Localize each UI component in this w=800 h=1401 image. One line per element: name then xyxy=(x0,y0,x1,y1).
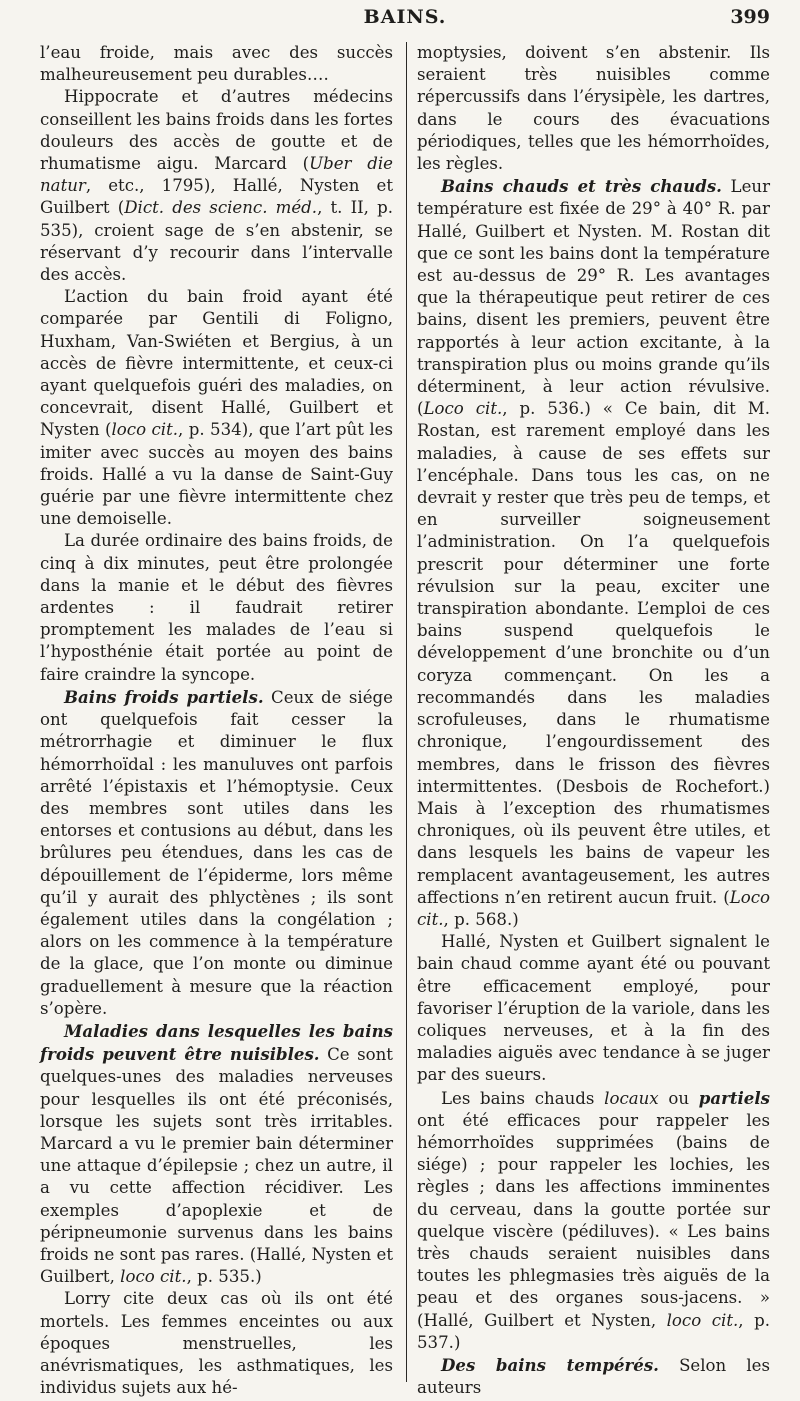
running-title: BAINS. xyxy=(363,6,447,28)
column-divider xyxy=(406,42,407,1382)
citation: Loco cit. xyxy=(417,887,770,929)
citation: loco cit. xyxy=(111,420,179,440)
paragraph: Bains chauds et très chauds. Leur température est fixée de 29° à 40° R. par Hallé, Guilbert et Nysten. M. Rostan dit que ce sont les bains dont la température est au-dessus de 29° R. Les avantages que la thérapeutique peut retirer de ces bains, disent les premiers, peuvent être rapportés à leur action excitante, à la transpiration plus ou moins grande qu’ils déterminent, à leur action révulsive. (Loco cit., p. 536.) « Ce bain, dit M. Rostan, est rarement employé dans les maladies, à cause de ses effets sur l’encéphale. Dans tous les cas, on ne devrait y rester que très peu de temps, et en surveiller soigneusement l’administration. On l’a quelquefois prescrit pour déterminer une forte révulsion sur la peau, exciter une transpiration abondante. L’emploi de ces bains suspend quelquefois le développement d’une bronchite ou d’un coryza commençant. On les a recommandés dans les maladies scrofuleuses, dans le rhumatisme chronique, l’engourdissement des membres, dans le frisson des fièvres intermittentes. (Desbois de Rochefort.) Mais à l’exception des rhumatismes chroniques, où ils peuvent être utiles, et dans lesquels les bains de vapeur les remplacent avantageusement, les autres affections n’en retirent aucun fruit. (Loco cit., p. 568.) xyxy=(417,176,771,929)
citation: loco cit. xyxy=(120,1267,187,1287)
paragraph: Hippocrate et d’autres médecins conseillent les bains froids dans les fortes douleurs des accès de goutte et de rhumatisme aigu. Marcard (Uber die natur, etc., 1795), Hallé, Nysten et Guilbert (Dict. des scienc. méd., t. II, p. 535), croient sage de s’en abstenir, se réservant d’y recourir dans l’intervalle des accès. xyxy=(40,87,393,285)
paragraph: Maladies dans lesquelles les bains froids peuvent être nuisibles. Ce sont quelques-unes des maladies nerveuses pour lesquelles ils ont été préconisés, lorsque les sujets sont très irritables. Marcard a vu le premier bain déterminer une attaque d’épilepsie ; chez un autre, il a vu cette affection récidiver. Les exemples d’apoplexie et de péripneumonie survenus dans les bains froids ne sont pas rares. (Hallé, Nysten et Guilbert, loco cit., p. 535.) xyxy=(40,1020,393,1287)
paragraph: moptysies, doivent s’en abstenir. Ils seraient très nuisibles comme répercussifs dans l’érysipèle, les dartres, dans le cours des évacuations périodiques, telles que les hémorrhoïdes, les règles. xyxy=(417,43,770,174)
section-heading: Maladies dans lesquelles les bains froids peuvent être nuisibles. xyxy=(40,1020,393,1065)
emphasis: locaux xyxy=(604,1088,659,1108)
page-number: 399 xyxy=(730,6,770,28)
emphasis: partiels xyxy=(698,1087,770,1108)
left-column xyxy=(40,42,393,1399)
paragraph: Hallé, Nysten et Guilbert signalent le bain chaud comme ayant été ou pouvant être efficacement employé, pour favoriser l’éruption de la variole, dans les coliques nerveuses, et à la fin des maladies aiguës avec tendance à se juger par des sueurs. xyxy=(417,932,770,1085)
paragraph: Les bains chauds locaux ou partiels ont été efficaces pour rappeler les hémorrhoïdes supprimées (bains de siége) ; pour rappeler les lochies, les règles ; dans les affections imminentes du cerveau, dans la goutte portée sur quelque viscère (pédiluves). « Les bains très chauds seraient nuisibles dans toutes les phlegmasies très aiguës de la peau et des organes sous-jacens. » (Hallé, Guilbert et Nysten, loco cit., p. 537.) xyxy=(417,1087,771,1352)
citation: Loco cit. xyxy=(423,399,503,419)
section-heading: Bains chauds et très chauds. xyxy=(441,176,722,197)
citation: loco cit. xyxy=(666,1310,739,1330)
paragraph: Des bains tempérés. Selon les auteurs xyxy=(417,1354,770,1398)
section-heading: Bains froids partiels. xyxy=(64,686,264,707)
section-heading: Des bains tempérés. xyxy=(441,1354,659,1375)
paragraph: Bains froids partiels. Ceux de siége ont quelquefois fait cesser la métrorrhagie et diminuer le flux hémorrhoïdal : les manuluves ont parfois arrêté l’épistaxis et l’hémoptysie. Ceux des membres sont utiles dans les entorses et contusions au début, dans les brûlures peu étendues, dans les cas de dépouillement de l’épiderme, lors même qu’il y aurait des phlyctènes ; ils sont également utiles dans la congélation ; alors on les commence à la température de la glace, que l’on monte ou diminue graduellement à mesure que la réaction s’opère. xyxy=(40,686,393,1018)
paragraph: Lorry cite deux cas où ils ont été mortels. Les femmes enceintes ou aux époques menstruelles, les anévrismatiques, les asthmatiques, les individus sujets aux hé- xyxy=(40,1289,393,1398)
paragraph: La durée ordinaire des bains froids, de cinq à dix minutes, peut être prolongée dans la manie et le début des fièvres ardentes : il faudrait retirer promptement les malades de l’eau si l’hyposthénie était portée au point de faire craindre la syncope. xyxy=(40,531,393,684)
page-header xyxy=(40,6,770,42)
paragraph: l’eau froide, mais avec des succès malheureusement peu durables…. xyxy=(40,43,393,85)
citation: Uber die natur xyxy=(40,154,393,196)
citation: Dict. des scienc. méd. xyxy=(124,198,318,218)
right-column xyxy=(417,42,770,1399)
paragraph: L’action du bain froid ayant été comparée par Gentili di Foligno, Huxham, Van-Swiéten et Bergius, à un accès de fièvre intermittente, et ceux-ci ayant quelquefois guéri des maladies, on concevrait, disent Hallé, Guilbert et Nysten (loco cit., p. 534), que l’art pût les imiter avec succès au moyen des bains froids. Hallé a vu la danse de Saint-Guy guérie par une fièvre intermittente chez une demoiselle. xyxy=(40,287,393,529)
